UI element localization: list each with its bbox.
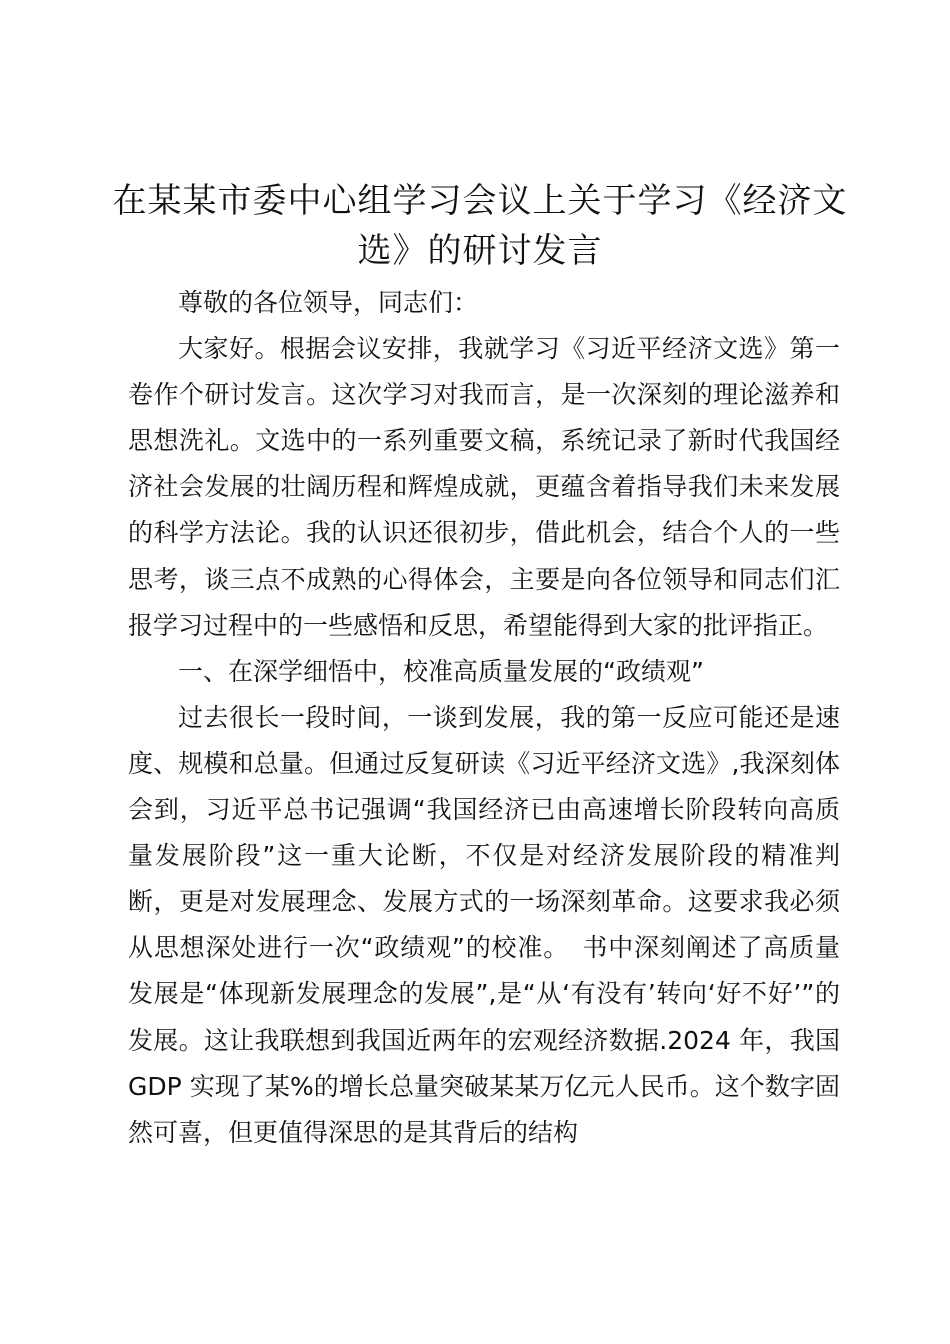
paragraph-intro: 大家好。根据会议安排，我就学习《习近平经济文选》第一卷作个研讨发言。这次学习对我而言，是一次深刻的理论滋养和思想洗礼。文选中的一系列重要文稿，系统记录了新时代我国经济社会发展的壮阔历程和辉煌成就，更蕴含着指导我们未来发展的科学方法论。我的认识还很初步，借此机会，结合个人的一些思考，谈三点不成熟的心得体会，主要是向各位领导和同志们汇报学习过程中的一些感悟和反思，希望能得到大家的批评指正。: [128, 334, 840, 640]
salutation: 尊敬的各位领导，同志们：: [178, 288, 479, 317]
section-heading: 一、在深学细悟中，校准高质量发展的“政绩观”: [178, 656, 704, 686]
document-title: 在某某市委中心组学习会议上关于学习《经济文选》的研讨发言: [112, 181, 848, 271]
paragraph-body: 过去很长一段时间，一谈到发展，我的第一反应可能还是速度、规模和总量。但通过反复研读《习近平经济文选》,我深刻体会到，习近平总书记强调“我国经济已由高速增长阶段转向高质量发展阶段”这一重大论断，不仅是对经济发展阶段的精准判断，更是对发展理念、发展方式的一场深刻革命。这要求我必须从思想深处进行一次“政绩观”的校准。 书中深刻阐述了高质量发展是“体现新发展理念的发展”,是“从‘有没有’转向‘好不好’”的发展。这让我联想到我国近两年的宏观经济数据.2024 年，我国 GDP 实现了某%的增长总量突破某某万亿元人民币。这个数字固然可喜，但更值得深思的是其背后的结构: [128, 702, 840, 1147]
document-body: [128, 280, 840, 1156]
